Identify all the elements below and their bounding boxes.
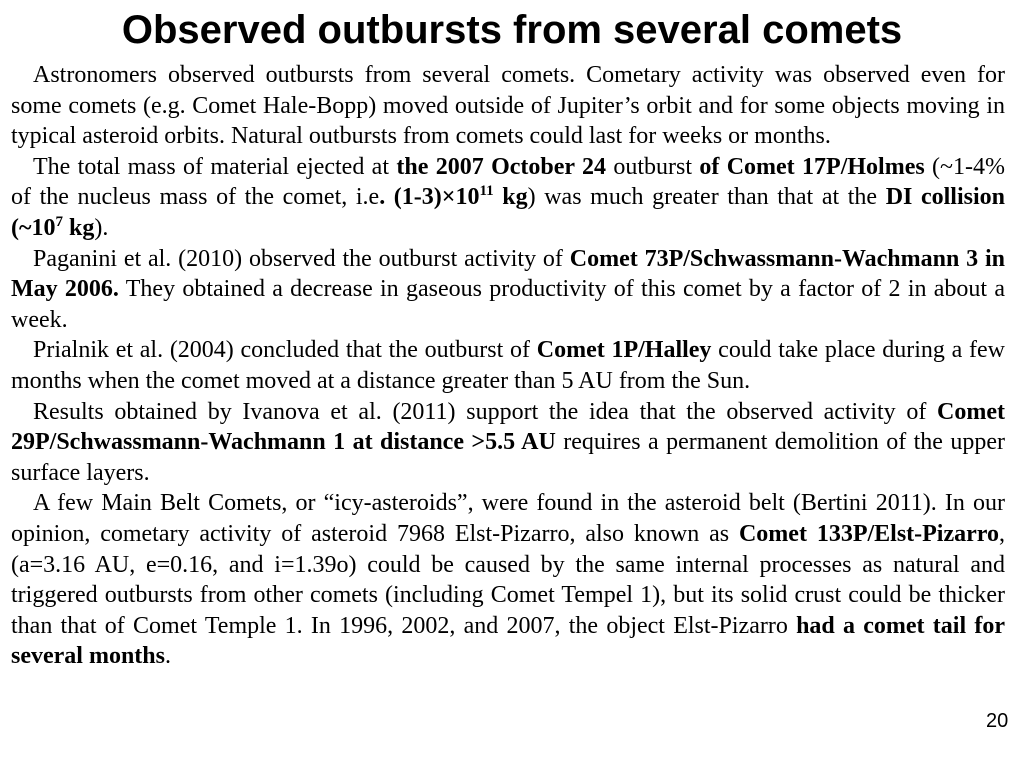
- paragraph-3-bold-comet: Comet 73P/Schwassmann-Wachmann 3 in May 2006.: [11, 245, 1005, 303]
- paragraph-3: [11, 244, 1005, 336]
- paragraph-4-text-1: Prialnik et al. (2004) concluded that the outburst of: [33, 337, 537, 364]
- paragraph-6-text-2: , (a=3.16 AU, e=0.16, and i=1.39o) could be caused by the same internal processes as natural and triggered outbursts from other comets (including Comet Tempel 1), but its solid crust could be thicker than that of Comet Temple 1. In 1996, 2002, and 2007, the object Elst-Pizarro: [11, 520, 1005, 639]
- paragraph-4: [11, 335, 1005, 396]
- paragraph-6-text-1: A few Main Belt Comets, or “icy-asteroids”, were found in the asteroid belt (Bertini 2011). In our opinion, cometary activity of asteroid 7968 Elst-Pizarro, also known as: [11, 490, 1005, 547]
- slide-body: [11, 60, 1005, 672]
- paragraph-6-text-3: .: [164, 643, 171, 670]
- paragraph-2: [11, 152, 1005, 244]
- paragraph-2-text-2: outburst: [605, 153, 700, 180]
- page-number: 20: [986, 710, 1009, 732]
- paragraph-2-bold-comet: of Comet 17P/Holmes: [699, 153, 925, 180]
- paragraph-5-text-2: requires a permanent demolition of the upper surface layers.: [11, 429, 1005, 486]
- paragraph-2-bold-date: the 2007 October 24: [396, 153, 606, 180]
- paragraph-5-text-1: Results obtained by Ivanova et al. (2011) support the idea that the observed activity of: [33, 398, 938, 425]
- paragraph-2-text-5: ).: [94, 214, 109, 241]
- paragraph-2-text-1: The total mass of material ejected at: [33, 153, 397, 180]
- paragraph-2-bold-mass: . (1-3)×10: [379, 184, 480, 211]
- slide-title: Observed outbursts from several comets: [121, 8, 903, 52]
- paragraph-6-bold-tail: had a comet tail for several months: [11, 612, 1005, 670]
- paragraph-2-bold-kg-2: kg: [62, 214, 95, 241]
- paragraph-6: [11, 488, 1005, 672]
- paragraph-4-bold-comet: Comet 1P/Halley: [536, 337, 712, 364]
- paragraph-3-text-1: Paganini et al. (2010) observed the outburst activity of: [33, 245, 570, 272]
- paragraph-1: [11, 60, 1005, 152]
- paragraph-5-bold-comet: Comet 29P/Schwassmann-Wachmann 1 at distance >5.5 AU: [11, 398, 1005, 456]
- paragraph-2-bold-kg: kg: [493, 184, 528, 211]
- paragraph-2-text-3: (~1-4% of the nucleus mass of the comet, i.e: [11, 153, 1006, 211]
- paragraph-2-bold-di: DI collision (~10: [11, 184, 1005, 241]
- paragraph-3-text-2: They obtained a decrease in gaseous productivity of this comet by a factor of 2 in about a week.: [11, 276, 1005, 333]
- paragraph-2-exponent-11: 11: [479, 183, 494, 200]
- paragraph-2-text-4: ) was much greater than that at the: [527, 184, 886, 211]
- paragraph-6-bold-comet: Comet 133P/Elst-Pizarro: [738, 520, 999, 547]
- paragraph-1-text: Astronomers observed outbursts from several comets. Cometary activity was observed even for some comets (e.g. Comet Hale-Bopp) moved outside of Jupiter’s orbit and for some objects moving in typical asteroid orbits. Natural outbursts from comets could last for weeks or months.: [11, 62, 1005, 150]
- paragraph-4-text-2: could take place during a few months when the comet moved at a distance greater than 5 AU from the Sun.: [11, 337, 1005, 394]
- paragraph-5: [11, 397, 1005, 489]
- paragraph-2-exponent-7: 7: [55, 213, 63, 230]
